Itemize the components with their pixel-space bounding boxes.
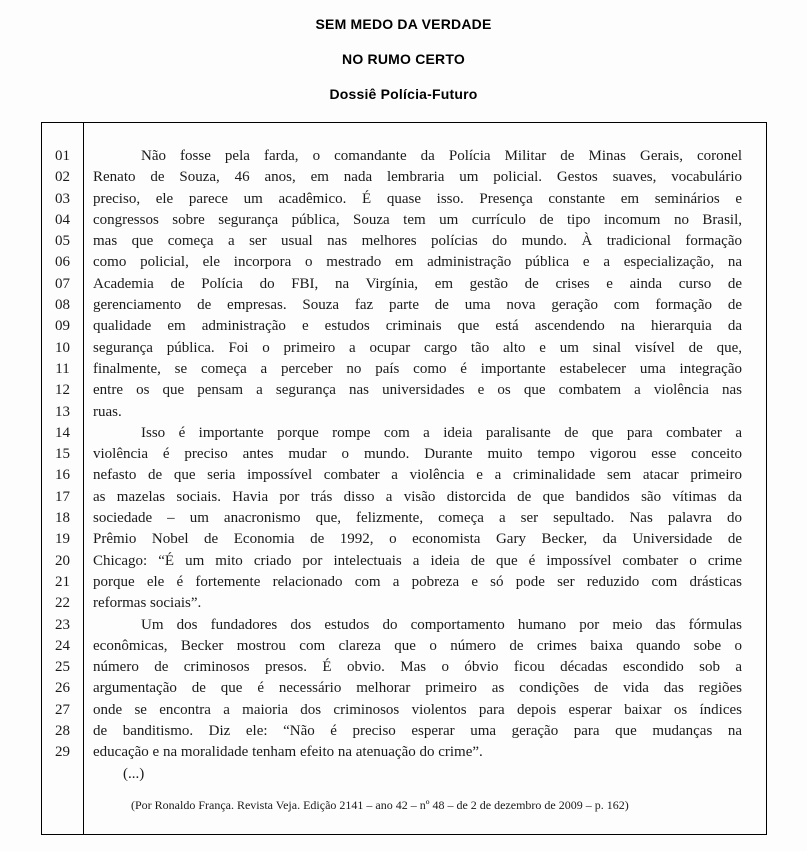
line-number: 01	[55, 148, 70, 164]
line-number: 27	[55, 701, 70, 718]
line-number: 09	[55, 318, 70, 335]
line-number: 18	[55, 510, 70, 527]
line-number: 14	[55, 424, 70, 441]
text-line: preciso, ele parece um acadêmico. É quase isso. Presença constante em seminários e	[93, 190, 742, 207]
line-number: 03	[55, 190, 70, 207]
line-number: 12	[55, 382, 70, 399]
title-line-2: NO RUMO CERTO	[342, 51, 465, 67]
text-line: reformas sociais”.	[93, 595, 202, 612]
text-lines	[93, 146, 742, 764]
text-line: entre os que pensam a segurança nas universidades e os que combatem a violência nas	[93, 382, 742, 399]
line-number-column	[42, 123, 84, 834]
line-number: 10	[55, 339, 70, 356]
text-line: sociedade – um anacronismo que, felizmente, começa a ser sepultado. Nas palavra do	[93, 510, 742, 527]
line-number: 06	[55, 254, 70, 271]
text-line: econômicas, Becker mostrou com clareza que o número de crimes baixa quando sobe o	[93, 637, 742, 654]
line-number: 25	[55, 659, 70, 676]
document-header	[0, 0, 807, 102]
text-line: nefasto de que seria impossível combater a violência e a criminalidade sem atacar primeiro	[93, 467, 742, 484]
line-number: 04	[55, 211, 70, 228]
line-number: 26	[55, 680, 70, 697]
line-number: 21	[55, 573, 70, 590]
text-line: como policial, ele incorpora o mestrado em administração pública e a especialização, na	[93, 254, 742, 271]
ellipsis-line: (...)	[123, 765, 145, 782]
citation: (Por Ronaldo França. Revista Veja. Edição 2141 – ano 42 – nº 48 – de 2 de dezembro de 2009 – p. 162)	[131, 797, 629, 812]
line-number: 07	[55, 275, 70, 292]
text-line: argumentação de que é necessário melhorar primeiro as condições de vida das regiões	[93, 680, 742, 697]
line-number: 29	[55, 744, 70, 761]
text-line: Academia de Polícia do FBI, na Virgínia, em gestão de crises e ainda curso de	[93, 275, 742, 292]
line-number: 22	[55, 595, 70, 612]
line-number: 05	[55, 233, 70, 250]
line-number: 13	[55, 403, 70, 420]
line-number: 24	[55, 637, 70, 654]
text-line: de banditismo. Diz ele: “Não é preciso esperar uma geração para que mudanças na	[93, 723, 742, 740]
text-line: ruas.	[93, 403, 122, 420]
text-line: Prêmio Nobel de Economia de 1992, o economista Gary Becker, da Universidade de	[93, 531, 742, 548]
line-number: 17	[55, 488, 70, 505]
line-number: 23	[55, 616, 70, 633]
line-number: 08	[55, 297, 70, 314]
text-line: gerenciamento de empresas. Souza faz parte de uma nova geração com formação de	[93, 297, 742, 314]
line-number: 16	[55, 467, 70, 484]
text-line: mas que começa a ser usual nas melhores polícias do mundo. À tradicional formação	[93, 233, 742, 250]
text-frame	[41, 122, 767, 835]
text-line: onde se encontra a maioria dos criminosos violentos para depois esperar baixar os índices	[93, 701, 742, 718]
text-line: Não fosse pela farda, o comandante da Polícia Militar de Minas Gerais, coronel	[141, 148, 742, 164]
title-line-3: Dossiê Polícia-Futuro	[329, 86, 478, 102]
text-column	[84, 123, 766, 834]
line-number: 15	[55, 446, 70, 463]
text-line: Um dos fundadores dos estudos do comportamento humano por meio das fórmulas	[141, 616, 742, 633]
title-line-1: SEM MEDO DA VERDADE	[315, 16, 492, 32]
text-line: segurança pública. Foi o primeiro a ocupar cargo tão alto e um sinal visível de que,	[93, 339, 742, 356]
text-line: Renato de Souza, 46 anos, em nada lembraria um policial. Gestos suaves, vocabulário	[93, 169, 742, 186]
text-line: Chicago: “É um mito criado por intelectuais a ideia de que é impossível combater o crime	[93, 552, 742, 569]
text-line: as mazelas sociais. Havia por trás disso a visão distorcida de que bandidos são vítimas da	[93, 488, 742, 505]
line-number: 02	[55, 169, 70, 186]
line-number: 11	[55, 360, 70, 377]
text-line: congressos sobre segurança pública, Souza tem um currículo de tipo incomum no Brasil,	[93, 211, 742, 228]
text-line: número de criminosos presos. É obvio. Mas o óbvio ficou décadas escondido sob a	[93, 659, 742, 676]
text-line: educação e na moralidade tenham efeito na atenuação do crime”.	[93, 744, 483, 761]
text-line: finalmente, se começa a perceber no país como é importante estabelecer uma integração	[93, 360, 742, 377]
text-line: porque ele é fortemente relacionado com a pobreza e só pode ser reduzido com drásticas	[93, 573, 742, 590]
text-line: qualidade em administração e estudos criminais que está ascendendo na hierarquia da	[93, 318, 742, 335]
line-number: 28	[55, 723, 70, 740]
text-line: Isso é importante porque rompe com a ideia paralisante de que para combater a	[141, 424, 742, 441]
text-line: violência é preciso antes mudar o mundo. Durante muito tempo vigorou esse conceito	[93, 446, 742, 463]
line-number: 20	[55, 552, 70, 569]
line-number: 19	[55, 531, 70, 548]
